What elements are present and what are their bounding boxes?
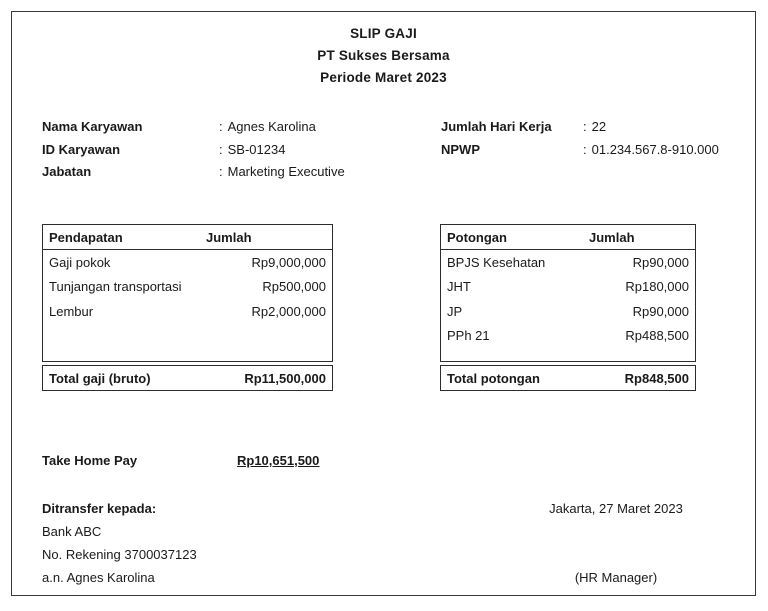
info-value xyxy=(219,164,345,179)
separator-colon: : xyxy=(219,119,223,134)
income-total-row xyxy=(42,365,333,391)
info-value-text: Marketing Executive xyxy=(227,164,345,179)
employee-info-left-column xyxy=(42,116,345,184)
transfer-bank-name: Bank ABC xyxy=(42,524,102,539)
info-value-text: 01.234.567.8-910.000 xyxy=(591,141,719,157)
income-item-name: Gaji pokok xyxy=(49,254,111,270)
income-total-amount: Rp11,500,000 xyxy=(244,370,326,386)
transfer-heading: Ditransfer kepada: xyxy=(42,501,157,516)
table-row xyxy=(441,275,695,300)
separator-colon: : xyxy=(219,164,223,179)
income-item-name: Lembur xyxy=(49,303,94,319)
column-header-name: Potongan xyxy=(447,229,507,245)
info-value xyxy=(583,119,606,134)
table-row xyxy=(43,299,332,324)
info-label: Jumlah Hari Kerja xyxy=(441,119,552,134)
signature-block xyxy=(491,497,741,589)
deduction-item-name: JP xyxy=(447,303,463,319)
deduction-item-amount: Rp488,500 xyxy=(625,328,689,344)
column-header-amount: Jumlah xyxy=(589,229,635,245)
column-header-amount: Jumlah xyxy=(206,229,252,245)
income-item-amount: Rp500,000 xyxy=(262,279,326,295)
info-row-npwp xyxy=(441,139,719,162)
take-home-pay-row xyxy=(42,450,319,472)
income-table xyxy=(42,224,333,391)
separator-colon: : xyxy=(583,119,587,134)
income-table-body xyxy=(42,224,333,362)
separator-colon: : xyxy=(219,141,223,157)
info-label: Jabatan xyxy=(42,164,92,179)
income-item-amount: Rp9,000,000 xyxy=(251,254,326,270)
deduction-table-header-row xyxy=(441,225,695,250)
info-label: NPWP xyxy=(441,141,480,157)
info-label: Nama Karyawan xyxy=(42,119,143,134)
deduction-table-body xyxy=(440,224,696,362)
info-row-id-karyawan xyxy=(42,139,345,162)
info-value xyxy=(583,142,719,157)
employee-info-right-column xyxy=(441,116,719,161)
table-row xyxy=(441,324,695,349)
payslip-page xyxy=(11,11,756,596)
info-value xyxy=(219,142,285,157)
info-value xyxy=(219,119,316,134)
info-row-jabatan xyxy=(42,161,345,184)
pay-period: Periode Maret 2023 xyxy=(320,70,447,85)
employee-info xyxy=(12,116,755,196)
document-header xyxy=(12,12,755,89)
company-name: PT Sukses Bersama xyxy=(317,48,450,63)
separator-colon: : xyxy=(583,141,587,157)
info-row-nama-karyawan xyxy=(42,116,345,139)
transfer-account-number: No. Rekening 3700037123 xyxy=(42,547,197,562)
transfer-account-name: a.n. Agnes Karolina xyxy=(42,570,155,585)
info-value-text: 22 xyxy=(591,119,607,134)
signature-place-date: Jakarta, 27 Maret 2023 xyxy=(549,501,683,516)
transfer-details xyxy=(42,497,197,589)
income-total-label: Total gaji (bruto) xyxy=(49,370,151,386)
deduction-item-name: PPh 21 xyxy=(447,328,490,344)
deduction-item-amount: Rp180,000 xyxy=(625,279,689,295)
info-value-text: SB-01234 xyxy=(227,141,286,157)
take-home-pay-label: Take Home Pay xyxy=(42,453,138,468)
deduction-total-label: Total potongan xyxy=(447,370,540,386)
deduction-total-row xyxy=(440,365,696,391)
take-home-pay-amount: Rp10,651,500 xyxy=(237,453,320,468)
signature-space xyxy=(491,520,741,566)
info-value-text: Agnes Karolina xyxy=(227,119,316,134)
deduction-item-amount: Rp90,000 xyxy=(632,303,689,319)
info-row-jumlah-hari-kerja xyxy=(441,116,719,139)
table-row xyxy=(441,250,695,275)
table-row xyxy=(43,275,332,300)
deduction-total-amount: Rp848,500 xyxy=(624,370,689,386)
deduction-table xyxy=(440,224,696,391)
income-table-header-row xyxy=(43,225,332,250)
deduction-item-amount: Rp90,000 xyxy=(632,254,689,270)
income-item-name: Tunjangan transportasi xyxy=(49,279,182,295)
document-title: SLIP GAJI xyxy=(350,26,417,41)
column-header-name: Pendapatan xyxy=(49,229,123,245)
income-item-amount: Rp2,000,000 xyxy=(251,303,326,319)
table-row xyxy=(43,250,332,275)
info-label: ID Karyawan xyxy=(42,141,121,157)
signature-title: (HR Manager) xyxy=(574,570,658,585)
deduction-item-name: JHT xyxy=(447,279,471,295)
deduction-item-name: BPJS Kesehatan xyxy=(447,254,546,270)
table-row xyxy=(441,299,695,324)
